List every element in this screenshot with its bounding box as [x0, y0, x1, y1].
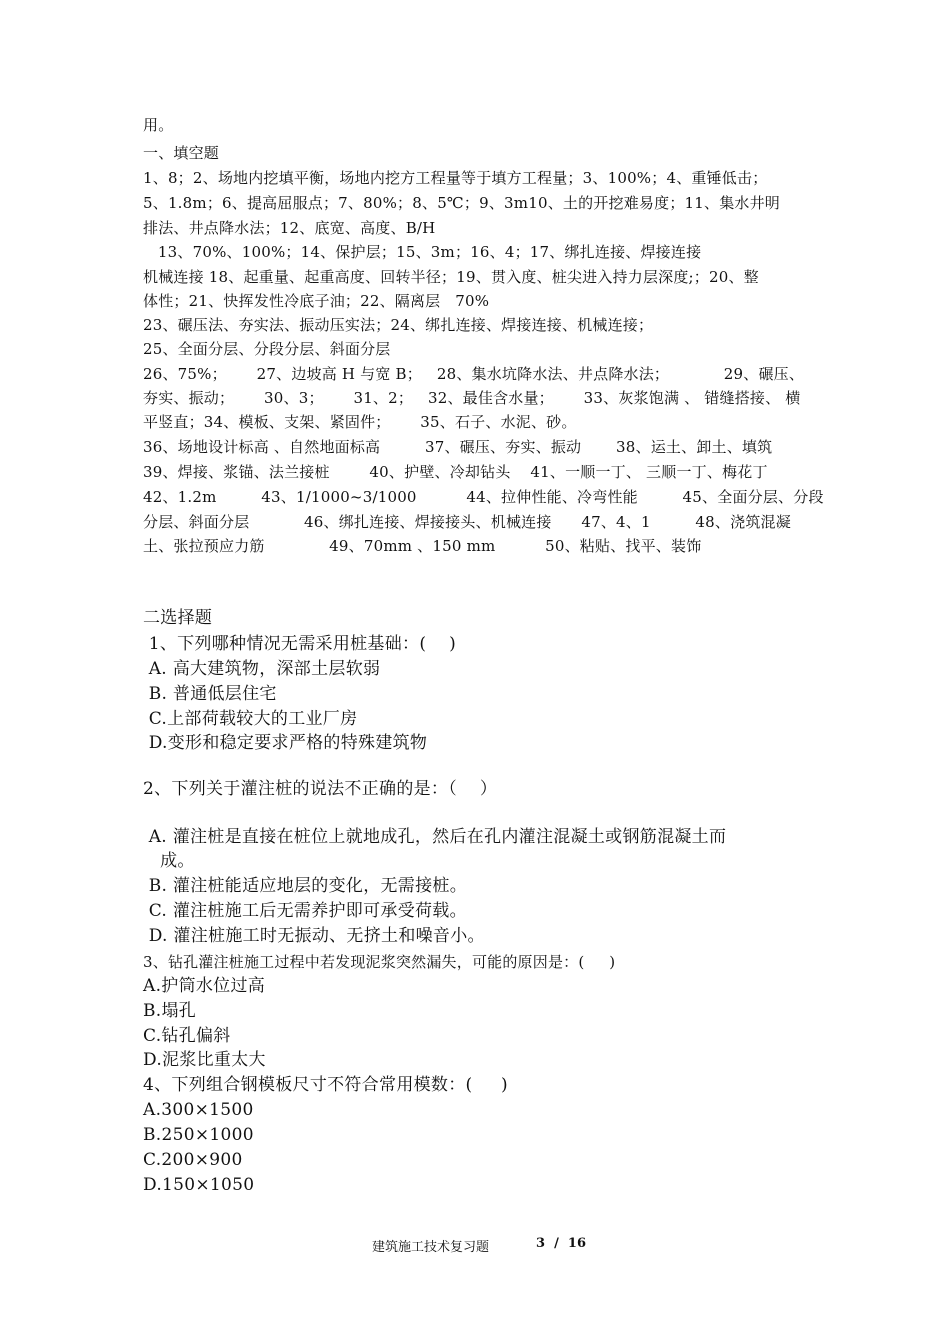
footer-page-number: 3 / 16: [536, 1236, 586, 1251]
fill-blank-line: 13、70%、100%；14、保护层；15、3m；16、4；17、绑扎连接、焊接连接: [143, 243, 702, 261]
question-2-option: 成。: [143, 851, 195, 871]
choice-heading: 二选择题: [143, 608, 213, 628]
fill-blank-line: 土、张拉预应力筋 49、70mm 、150 mm 50、粘贴、找平、装饰: [143, 537, 702, 555]
question-1: 1、下列哪种情况无需采用桩基础：( ): [143, 634, 456, 654]
question-3-option: C.钻孔偏斜: [143, 1026, 231, 1046]
question-4-option: D.150×1050: [143, 1175, 255, 1195]
fill-blank-line: 分层、斜面分层 46、绑扎连接、焊接接头、机械连接 47、4、1 48、浇筑混凝: [143, 513, 791, 531]
question-4: 4、下列组合钢模板尺寸不符合常用模数：( ): [143, 1075, 508, 1095]
question-4-option: A.300×1500: [143, 1100, 254, 1120]
fill-blank-line: 42、1.2m 43、1/1000~3/1000 44、拉伸性能、冷弯性能 45、全面分层、分段: [143, 488, 824, 506]
fill-blank-line: 夯实、振动； 30、3； 31、2； 32、最佳含水量； 33、灰浆饱满 、 错缝搭接、 横: [143, 389, 801, 407]
question-1-option: C.上部荷载较大的工业厂房: [143, 709, 358, 729]
question-2: 2、下列关于灌注桩的说法不正确的是：（ ）: [143, 779, 498, 799]
fill-blank-line: 平竖直；34、模板、支架、紧固件； 35、石子、水泥、砂。: [143, 413, 577, 431]
fill-blank-line: 1、8；2、场地内挖填平衡，场地内挖方工程量等于填方工程量；3、100%；4、重锤低击；: [143, 169, 768, 187]
question-1-option: B. 普通低层住宅: [143, 684, 277, 704]
question-3: 3、钻孔灌注桩施工过程中若发现泥浆突然漏失，可能的原因是：( ): [143, 953, 616, 971]
footer-title: 建筑施工技术复习题: [372, 1240, 490, 1255]
question-2-option: C. 灌注桩施工后无需养护即可承受荷载。: [143, 901, 467, 921]
fill-blank-heading: 一、填空题: [143, 144, 220, 162]
fill-blank-line: 25、全面分层、分段分层、斜面分层: [143, 340, 391, 358]
question-2-option: D. 灌注桩施工时无振动、无挤土和噪音小。: [143, 926, 485, 946]
lead-text: 用。: [143, 116, 174, 134]
question-3-option: A.护筒水位过高: [143, 976, 266, 996]
question-2-option: B. 灌注桩能适应地层的变化，无需接桩。: [143, 876, 468, 896]
fill-blank-line: 体性；21、快挥发性冷底子油；22、隔离层 70%: [143, 292, 490, 310]
question-4-option: C.200×900: [143, 1150, 243, 1170]
fill-blank-line: 26、75%； 27、边坡高 H 与宽 B； 28、集水坑降水法、井点降水法； 29、碾压、: [143, 365, 805, 383]
question-1-option: A. 高大建筑物，深部土层软弱: [143, 659, 381, 679]
question-1-option: D.变形和稳定要求严格的特殊建筑物: [143, 733, 428, 753]
fill-blank-line: 排法、井点降水法；12、底宽、高度、B/H: [143, 219, 436, 237]
fill-blank-line: 39、焊接、浆锚、法兰接桩 40、护壁、冷却钻头 41、一顺一丁、 三顺一丁、梅花丁: [143, 463, 768, 481]
question-3-option: D.泥浆比重太大: [143, 1050, 266, 1070]
fill-blank-line: 23、碾压法、夯实法、振动压实法；24、绑扎连接、焊接连接、机械连接；: [143, 316, 654, 334]
fill-blank-line: 5、1.8m；6、提高屈服点；7、80%；8、5℃；9、3m10、土的开挖难易度；11、集水井明: [143, 194, 781, 212]
fill-blank-line: 36、场地设计标高 、自然地面标高 37、碾压、夯实、振动 38、运土、卸土、填筑: [143, 438, 773, 456]
question-3-option: B.塌孔: [143, 1001, 197, 1021]
question-2-option: A. 灌注桩是直接在桩位上就地成孔，然后在孔内灌注混凝土或钢筋混凝土而: [143, 827, 727, 847]
fill-blank-line: 机械连接 18、起重量、起重高度、回转半径；19、贯入度、桩尖进入持力层深度;；20、整: [143, 268, 759, 286]
question-4-option: B.250×1000: [143, 1125, 254, 1145]
